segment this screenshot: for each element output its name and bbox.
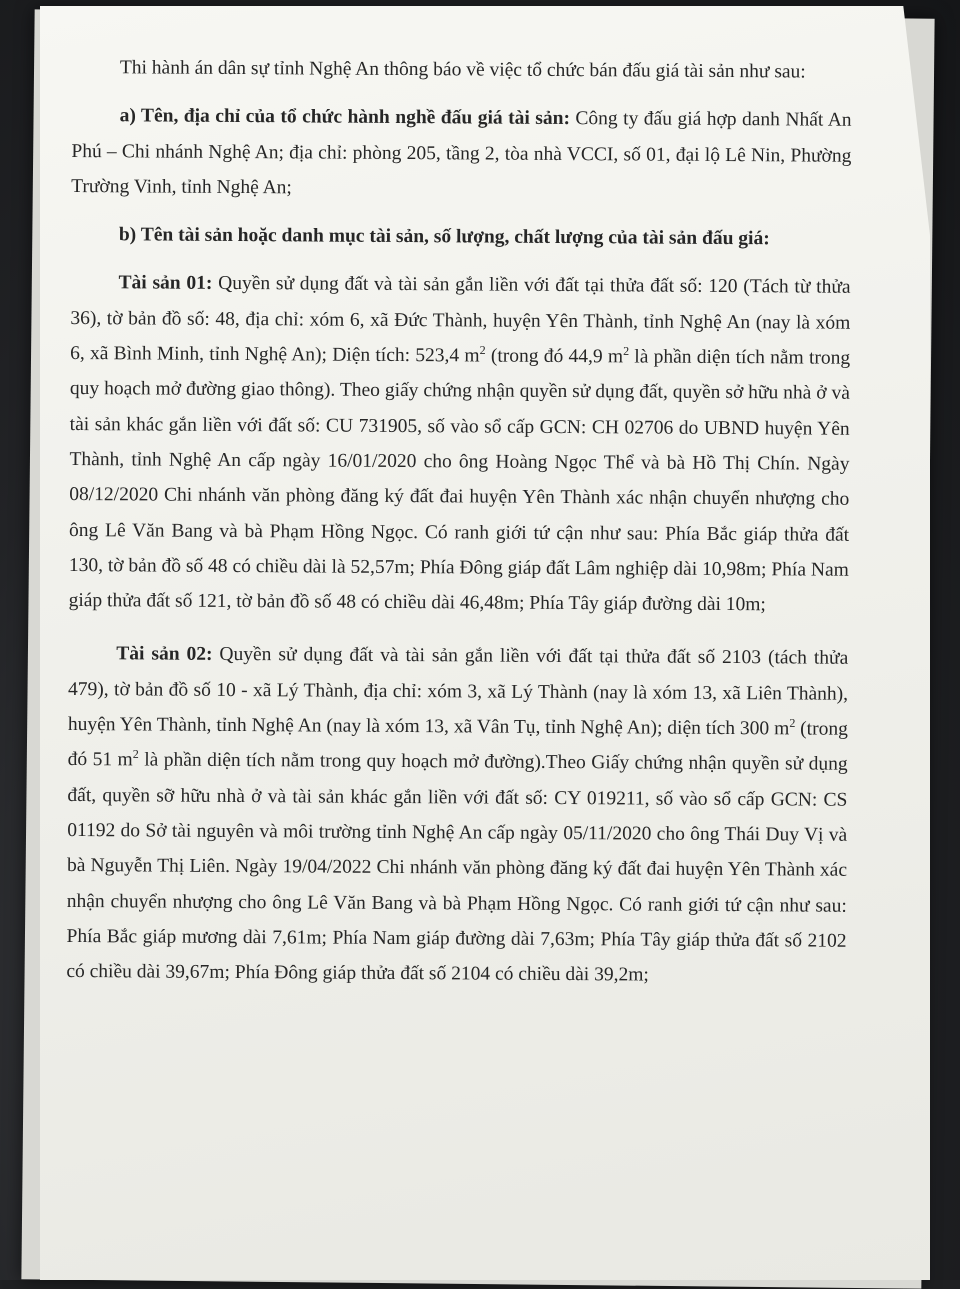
asset-01-label: Tài sản 01: — [118, 272, 213, 295]
section-a-paragraph — [71, 98, 852, 209]
asset-02-paragraph: Tài sản 02: Quyền sử dụng đất và tài sản gắn liền với đất tại thửa đất số 2103 (tách thửa 479), tờ bản đồ số 10 - xã Lý Thành, địa chỉ: xóm 3, xã Lý Thành (nay là xóm 13, xã Liên Thành), huyện Yên Thành, tỉnh Nghệ An (nay là xóm 13, xã Vân Tụ, tỉnh Nghệ An); diện tích 300 $m^2$ (trong đó 51 $m^2$ là phần diện tích nằm trong quy hoạch mở đường).Theo Giấy chứng nhận quyền sử dụng đất, quyền sỡ hữu nhà ở và tài sản khác gắn liền với đất số: CY 019211, số vào sổ cấp GCN: CS 01192 do Sở tài nguyên và môi trường tỉnh Nghệ An cấp ngày 05/11/2020 cho ông Thái Duy Vị và bà Nguyễn Thị Liên. Ngày 19/04/2022 Chi nhánh văn phòng đăng ký đất đai huyện Yên Thành xác nhận chuyển nhượng cho ông Lê Văn Bang và bà Phạm Hồng Ngọc. Có ranh giới tứ cận như sau: Phía Bắc giáp mương dài 7,61m; Phía Nam giáp đường dài 7,63m; Phía Tây giáp thửa đất số 2102 có chiều dài 39,67m; Phía Đông giáp thửa đất số 2104 có chiều dài 39,2m; — [66, 643, 849, 986]
asset-01-paragraph: Tài sản 01: Quyền sử dụng đất và tài sản gắn liền với đất tại thửa đất số: 120 (Tách từ thửa 36), tờ bản đồ số: 48, địa chỉ: xóm 6, xã Đức Thành, huyện Yên Thành, tỉnh Nghệ An (nay là xóm 6, xã Bình Minh, tỉnh Nghệ An); Diện tích: 523,4 $m^2$ (trong đó 44,9 $m^2$ là phần diện tích nằm trong quy hoạch mở đường giao thông). Theo giấy chứng nhận quyền sử dụng đất, quyền sở hữu nhà ở và tài sản khác gắn liền với đất số: CU 731905, số vào sổ cấp GCN: CH 02706 do UBND huyện Yên Thành, tỉnh Nghệ An cấp ngày 16/01/2020 cho ông Hoàng Ngọc Thể và bà Hồ Thị Chín. Ngày 08/12/2020 Chi nhánh văn phòng đăng ký đất đai huyện Yên Thành xác nhận chuyển nhượng cho ông Lê Văn Bang và bà Phạm Hồng Ngọc. Có ranh giới tứ cận như sau: Phía Bắc giáp thửa đất 130, tờ bản đồ số 48 có chiều dài là 52,57m; Phía Đông giáp đất Lâm nghiệp dài 10,98m; Phía Nam giáp thửa đất số 121, tờ bản đồ số 48 có chiều dài 46,48m; Phía Tây giáp đường dài 10m; — [68, 272, 851, 616]
section-a-body: Công ty đấu giá hợp danh Nhất An Phú – Chi nhánh Nghệ An; địa chỉ: phòng 205, tầng 2, tòa nhà VCCI, số 01, đại lộ Lê Nin, Phường Trường Vinh, tỉnh Nghệ An; — [71, 108, 852, 199]
section-a-heading: a) Tên, địa chỉ của tổ chức hành nghề đấu giá tài sản: — [119, 105, 571, 130]
document-text — [66, 50, 852, 994]
intro-paragraph: Thi hành án dân sự tỉnh Nghệ An thông báo về việc tổ chức bán đấu giá tài sản như sau: — [119, 57, 806, 83]
section-b-heading: b) Tên tài sản hoặc danh mục tài sản, số lượng, chất lượng của tài sản đấu giá: — [118, 224, 770, 250]
asset-02-label: Tài sản 02: — [116, 643, 213, 666]
